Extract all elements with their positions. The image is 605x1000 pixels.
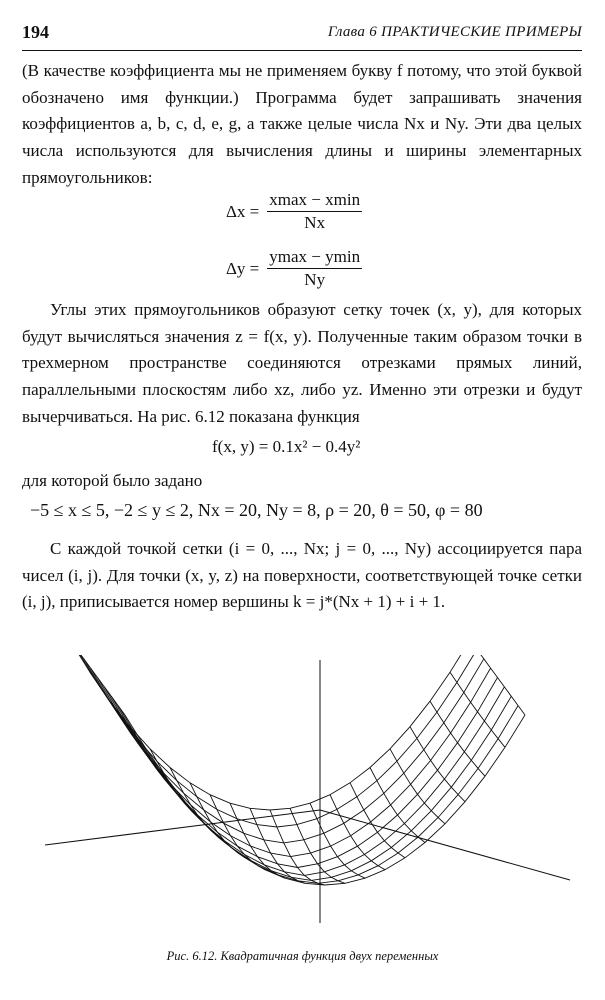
equation-parameters: −5 ≤ x ≤ 5, −2 ≤ y ≤ 2, Nx = 20, Ny = 8, ρ = 20, θ = 50, φ = 80 xyxy=(30,500,483,520)
delta-y-lhs: Δy = xyxy=(226,258,260,278)
surface-figure xyxy=(30,655,575,930)
delta-y-fraction xyxy=(267,247,362,290)
mesh-line-long xyxy=(104,687,504,876)
mesh-line-long xyxy=(98,678,498,868)
delta-x-fraction xyxy=(267,190,362,233)
x-axis xyxy=(45,810,320,845)
page-number: 194 xyxy=(22,22,49,42)
page-header xyxy=(22,22,582,48)
running-head: Глава 6 ПРАКТИЧЕСКИЕ ПРИМЕРЫ xyxy=(327,24,582,40)
mesh-line-cross xyxy=(250,808,305,883)
mesh-line-cross xyxy=(470,655,525,715)
mesh-line-cross xyxy=(450,672,505,747)
mesh-line-long xyxy=(125,715,525,885)
delta-y-numerator: ymax − ymin xyxy=(267,247,362,269)
delta-x-denominator: Nx xyxy=(304,213,326,232)
mesh-line-long xyxy=(91,668,491,857)
y-axis xyxy=(320,810,570,880)
mesh-line-cross xyxy=(410,727,465,802)
paragraph-3: для которой было задано xyxy=(22,471,203,490)
delta-x-numerator: xmax − xmin xyxy=(267,190,362,212)
mesh-line-cross xyxy=(230,803,285,878)
equation-function: f(x, y) = 0.1x² − 0.4y² xyxy=(212,437,361,456)
paragraph-4: С каждой точкой сетки (i = 0, ..., Nx; j = 0, ..., Ny) ассоциируется пара чисел (i, j). Для точки (x, y, z) на поверхности, соответствующей точке сетки (i, j), приписывается номер вершины k = j*(Nx + 1) + i + 1. xyxy=(22,539,582,612)
mesh-line-cross xyxy=(210,795,265,870)
paragraph-1: (В качестве коэффициента мы не применяем букву f потому, что этой буквой обозначено имя функции.) Программа будет запрашивать значения коэффициентов a, b, c, d, e, g, а также целые числа Nx и Ny. Эти два целых числа используются для вычисления длины и ширины элементарных прямоугольников: xyxy=(22,61,582,187)
figure-caption: Рис. 6.12. Квадратичная функция двух переменных xyxy=(166,949,439,963)
delta-x-lhs: Δx = xyxy=(226,201,260,221)
equation-delta-x xyxy=(226,190,362,233)
delta-y-denominator: Ny xyxy=(304,270,326,289)
header-rule xyxy=(22,50,582,51)
paragraph-2: Углы этих прямоугольников образуют сетку точек (x, y), для которых будут вычисляться значения z = f(x, y). Полученные таким образом точки в трехмерном пространстве соединяются отрезками прямых линий, параллельными плоскостям либо xz, либо yz. Именно эти отрезки и будут вычерчиваться. На рис. 6.12 показана функция xyxy=(22,300,582,426)
equation-delta-y xyxy=(226,247,362,290)
